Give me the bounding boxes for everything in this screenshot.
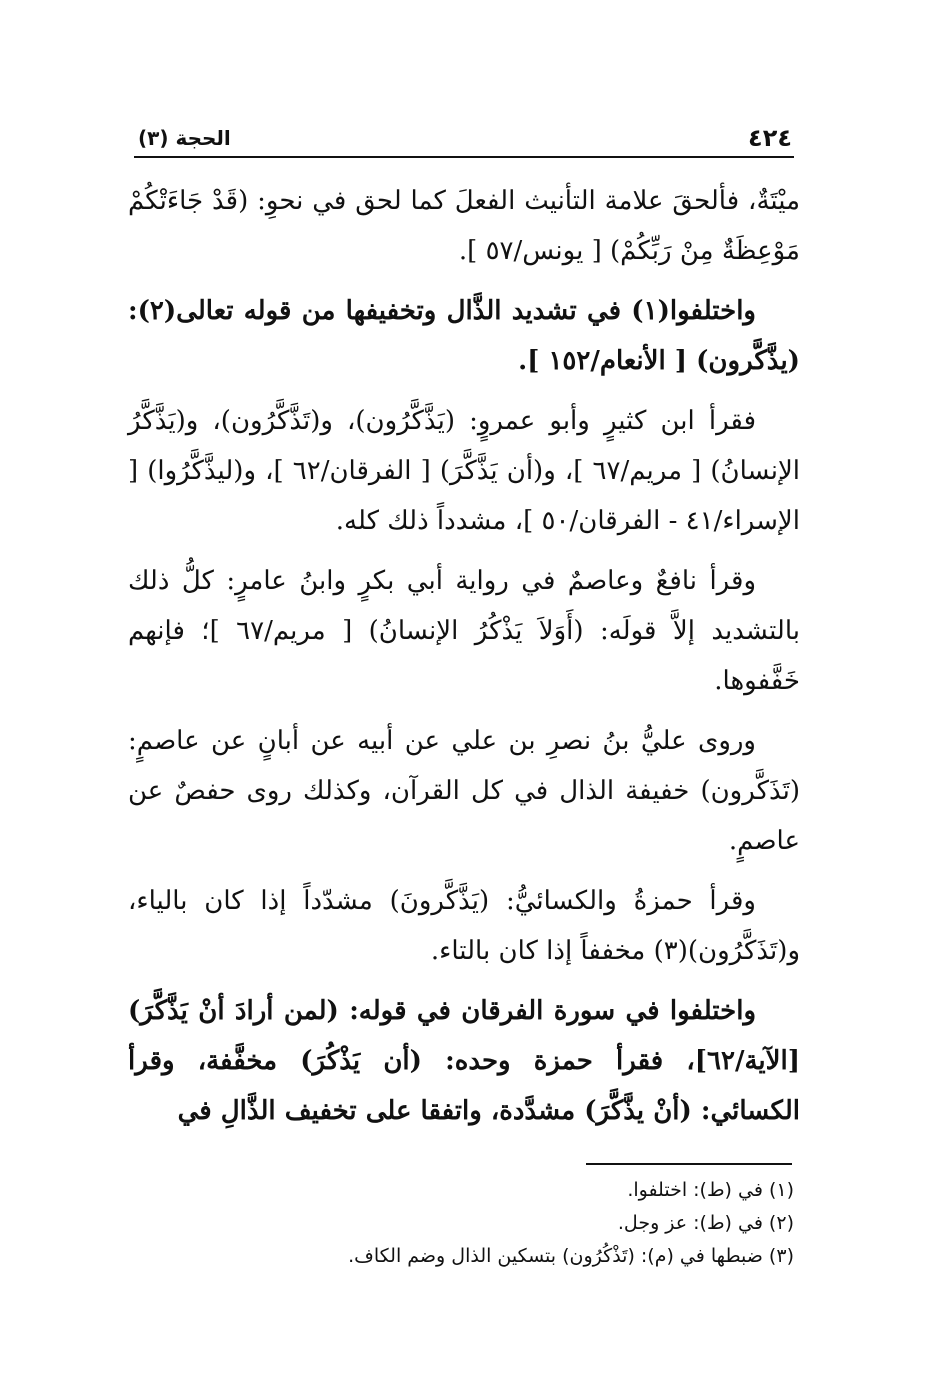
paragraph-1: ميْتَةٌ، فألحقَ علامة التأنيث الفعلَ كما لحق في نحوِ: (قَدْ جَاءَتْكُمْ مَوْعِظَةٌ مِنْ رَبِّكُمْ) [ يونس/٥٧ ]. xyxy=(128,186,800,266)
page-header xyxy=(134,120,794,158)
paragraph-2: واختلفوا(١) في تشديد الذَّال وتخفيفها من قوله تعالى(٢): (يذَّكَّرون) [ الأنعام/١٥٢ ]. xyxy=(128,296,800,376)
page-number: ٤٢٤ xyxy=(748,124,792,152)
paragraph-5: وروى عليُّ بنُ نصرِ بن علي عن أبيه عن أبانٍ عن عاصمٍ: (تَذَكَّرون) خفيفة الذال في كل القرآن، وكذلك روى حفصٌ عن عاصمٍ. xyxy=(128,726,800,856)
footnote-1: (١) في (ط): اختلفوا. xyxy=(627,1179,794,1201)
footnote-divider xyxy=(586,1163,792,1165)
paragraph-6: وقرأ حمزةُ والكسائيُّ: (يَذَّكَّرونَ) مشدّداً إذا كان بالياء، و(تَذَكَّرُون)(٣) مخففاً إذا كان بالتاء. xyxy=(128,886,800,966)
footnotes xyxy=(254,1174,794,1273)
paragraph-3: فقرأ ابن كثيرٍ وأبو عمروٍ: (يَذَّكَّرُون)، و(تَذَّكَّرُون)، و(يَذَّكَّرُ الإنسانُ) [ مريم/٦٧ ]، و(أن يَذَّكَّرَ) [ الفرقان/٦٢ ]، و(ليذَّكَّرُوا) [ الإسراء/٤١ - الفرقان/٥٠ ]، مشدداً ذلك كله. xyxy=(128,406,800,536)
main-text xyxy=(128,176,800,1146)
running-title: الحجة (٣) xyxy=(138,126,231,150)
paragraph-4: وقرأ نافعٌ وعاصمٌ في رواية أبي بكرٍ وابنُ عامرٍ: كلُّ ذلك بالتشديد إلاَّ قولَه: (أَوَلاَ يَذْكُرُ الإنسانُ) [ مريم/٦٧ ]؛ فإنهم خَفَّفوها. xyxy=(128,566,801,696)
footnote-3: (٣) ضبطها في (م): (تَذْكُرُون) بتسكين الذال وضم الكاف. xyxy=(348,1245,794,1267)
footnote-2: (٢) في (ط): عز وجل. xyxy=(617,1212,794,1234)
paragraph-7: واختلفوا في سورة الفرقان في قوله: (لمن أرادَ أنْ يَذَّكَّرَ) [الآية/٦٢]، فقرأ حمزة وحده: (أن يَذْكُرَ) مخفَّفة، وقرأ الكسائي: (أنْ يذَّكَّرَ) مشدَّدة، واتفقا على تخفيف الذَّالِ في xyxy=(128,996,800,1126)
